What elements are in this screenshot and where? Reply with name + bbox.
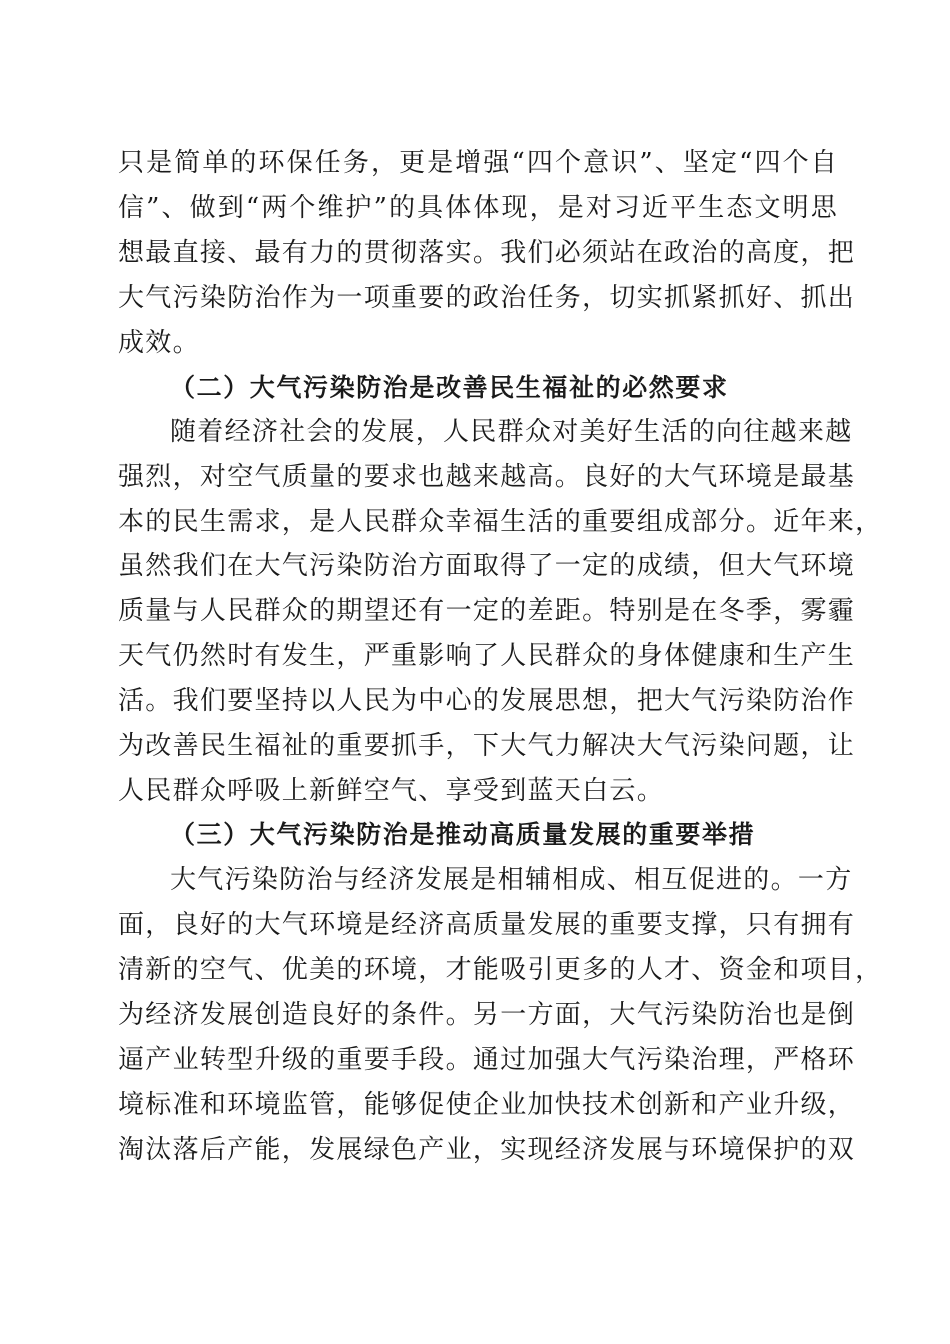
paragraph-line: 随着经济社会的发展，人民群众对美好生活的向往越来越	[170, 417, 853, 447]
paragraph-line: 只是简单的环保任务，更是增强“四个意识”、坚定“四个自	[118, 148, 838, 178]
paragraph-line: 面，良好的大气环境是经济高质量发展的重要支撑，只有拥有	[118, 910, 856, 940]
paragraph-line: 虽然我们在大气污染防治方面取得了一定的成绩，但大气环境	[118, 551, 856, 581]
paragraph-line: 成效。	[118, 328, 200, 358]
paragraph-line: 逼产业转型升级的重要手段。通过加强大气污染治理，严格环	[118, 1045, 856, 1075]
paragraph-line: 境标准和环境监管，能够促使企业加快技术创新和产业升级，	[118, 1090, 856, 1120]
paragraph-line: 质量与人民群众的期望还有一定的差距。特别是在冬季，雾霾	[118, 596, 856, 626]
paragraph-line: 为改善民生福祉的重要抓手，下大气力解决大气污染问题，让	[118, 731, 856, 761]
section-heading-3: （三）大气污染防治是推动高质量发展的重要举措	[170, 820, 756, 849]
paragraph-line: 为经济发展创造良好的条件。另一方面，大气污染防治也是倒	[118, 1000, 856, 1030]
paragraph-line: 人民群众呼吸上新鲜空气、享受到蓝天白云。	[118, 776, 665, 806]
paragraph-line: 强烈，对空气质量的要求也越来越高。良好的大气环境是最基	[118, 462, 856, 492]
paragraph-line: 本的民生需求，是人民群众幸福生活的重要组成部分。近年来，	[118, 507, 883, 537]
paragraph-line: 想最直接、最有力的贯彻落实。我们必须站在政治的高度，把	[118, 238, 856, 268]
paragraph-line: 活。我们要坚持以人民为中心的发展思想，把大气污染防治作	[118, 686, 856, 716]
paragraph-line: 大气污染防治作为一项重要的政治任务，切实抓紧抓好、抓出	[118, 283, 856, 313]
paragraph-line: 淘汰落后产能，发展绿色产业，实现经济发展与环境保护的双	[118, 1135, 856, 1165]
paragraph-line: 大气污染防治与经济发展是相辅相成、相互促进的。一方	[170, 865, 853, 895]
paragraph-line: 清新的空气、优美的环境，才能吸引更多的人才、资金和项目，	[118, 955, 883, 985]
paragraph-line: 信”、做到“两个维护”的具体体现，是对习近平生态文明思	[118, 193, 838, 223]
section-heading-2: （二）大气污染防治是改善民生福祉的必然要求	[170, 373, 729, 402]
paragraph-line: 天气仍然时有发生，严重影响了人民群众的身体健康和生产生	[118, 641, 856, 671]
